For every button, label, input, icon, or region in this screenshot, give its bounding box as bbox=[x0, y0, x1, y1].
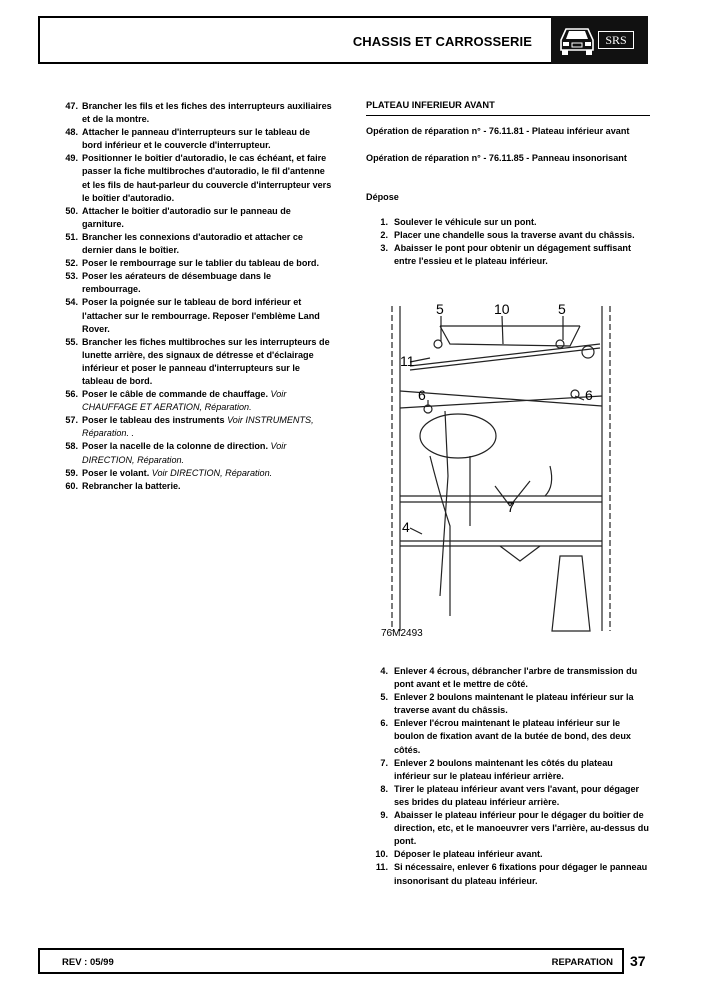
callout-7: 7 bbox=[507, 499, 515, 515]
list-item: 51. Brancher les connexions d'autoradio et attacher ce dernier dans le boîtier. bbox=[65, 231, 303, 256]
callout-5-right: 5 bbox=[558, 301, 566, 317]
header-logo bbox=[551, 16, 648, 64]
list-item: 10. Déposer le plateau inférieur avant. bbox=[375, 849, 543, 860]
callout-6-right: 6 bbox=[585, 387, 593, 403]
repair-operation-2: Opération de réparation n° - 76.11.85 - Panneau insonorisant bbox=[366, 153, 627, 163]
footer-right-rule bbox=[622, 948, 624, 974]
revision-label: REV : 05/99 bbox=[62, 957, 114, 968]
figure-code: 76M2493 bbox=[381, 628, 423, 639]
underbody-diagram bbox=[370, 296, 650, 641]
footer-section: REPARATION bbox=[551, 957, 613, 968]
right-steps-list-a bbox=[368, 216, 650, 268]
list-item: 53. Poser les aérateurs de désembuage dans le rembourrage. bbox=[65, 271, 272, 295]
list-item: 57. Poser le tableau des instruments Voir INSTRUMENTS, Réparation. . bbox=[65, 415, 314, 439]
list-item: 2. Placer une chandelle sous la traverse avant du châssis. bbox=[380, 230, 635, 241]
list-item: 11. Si nécessaire, enlever 6 fixations pour dégager le panneau insonorisant du plateau inférieur. bbox=[375, 862, 648, 886]
list-item: 3. Abaisser le pont pour obtenir un dégagement suffisant entre l'essieu et le plateau inférieur. bbox=[380, 243, 631, 267]
header-top-rule bbox=[38, 16, 552, 18]
cross-reference: Voir DIRECTION, Réparation. bbox=[82, 441, 287, 465]
header-left-rule bbox=[38, 16, 40, 64]
callout-6-left: 6 bbox=[418, 387, 426, 403]
cross-reference: Voir DIRECTION, Réparation. bbox=[151, 467, 273, 478]
list-item: 6. Enlever l'écrou maintenant le plateau inférieur sur le boulon de fixation avant de la butée de bond, des deux côtés. bbox=[380, 718, 631, 755]
list-item: 54. Poser la poignée sur le tableau de bord inférieur et l'attacher sur le rembourrage. Reposer l'emblème Land Rover. bbox=[65, 297, 320, 334]
callout-11: 11 bbox=[400, 353, 415, 369]
section-rule bbox=[366, 115, 650, 116]
list-item: 60. Rebrancher la batterie. bbox=[65, 480, 181, 491]
right-steps-list-b bbox=[368, 665, 650, 888]
page-title: CHASSIS ET CARROSSERIE bbox=[352, 34, 532, 49]
list-item: 1. Soulever le véhicule sur un pont. bbox=[380, 217, 537, 227]
removal-heading: Dépose bbox=[366, 192, 399, 202]
srs-badge: SRS bbox=[598, 31, 634, 49]
list-item: 9. Abaisser le plateau inférieur pour le dégager du boîtier de direction, etc, et le manoeuvrer vers l'arrière, au-dessus du pont. bbox=[380, 810, 649, 847]
callout-4: 4 bbox=[402, 519, 410, 535]
list-item: 49. Positionner le boîtier d'autoradio, le cas échéant, et faire passer la fiche multibroches d'autoradio, le fil d'antenne et les fils de haut-parleur du couvercle d'interrupteur vers le boîtier d'autoradio. bbox=[65, 153, 332, 203]
list-item: 58. Poser la nacelle de la colonne de direction. Voir DIRECTION, Réparation. bbox=[65, 441, 287, 465]
footer-left-rule bbox=[38, 948, 40, 974]
list-item: 56. Poser le câble de commande de chauffage. Voir CHAUFFAGE ET AERATION, Réparation. bbox=[65, 389, 287, 413]
list-item: 50. Attacher le boîtier d'autoradio sur le panneau de garniture. bbox=[65, 205, 291, 229]
cross-reference: Voir CHAUFFAGE ET AERATION, Réparation. bbox=[82, 389, 287, 413]
footer-bottom-rule bbox=[38, 972, 624, 974]
list-item: 52. Poser le rembourrage sur le tablier du tableau de bord. bbox=[65, 258, 320, 269]
section-title: PLATEAU INFERIEUR AVANT bbox=[366, 100, 495, 110]
list-item: 4. Enlever 4 écrous, débrancher l'arbre de transmission du pont avant et le mettre de côté. bbox=[380, 666, 638, 690]
page-number: 37 bbox=[630, 953, 646, 969]
header-bottom-rule bbox=[38, 62, 552, 64]
car-front-icon bbox=[555, 20, 599, 60]
left-steps-list bbox=[60, 100, 332, 493]
list-item: 5. Enlever 2 boulons maintenant le plateau inférieur sur la traverse avant du châssis. bbox=[380, 692, 634, 716]
cross-reference: Voir INSTRUMENTS, Réparation. . bbox=[82, 415, 314, 439]
list-item: 7. Enlever 2 boulons maintenant les côtés du plateau inférieur sur le plateau inférieur arrière. bbox=[380, 757, 613, 781]
list-item: 59. Poser le volant. Voir DIRECTION, Réparation. bbox=[65, 467, 273, 478]
callout-10: 10 bbox=[494, 301, 510, 317]
footer-top-rule bbox=[38, 948, 624, 950]
list-item: 8. Tirer le plateau inférieur avant vers l'avant, pour dégager ses brides du plateau inférieur arrière. bbox=[380, 783, 640, 807]
callout-5-left: 5 bbox=[436, 301, 444, 317]
list-item: 55. Brancher les fiches multibroches sur les interrupteurs de lunette arrière, des signaux de détresse et d'éclairage inférieur et poser le panneau d'interrupteurs sur le tableau de bord. bbox=[65, 336, 330, 386]
list-item: 48. Attacher le panneau d'interrupteurs sur le tableau de bord inférieur et le couvercle d'interrupteur. bbox=[65, 127, 311, 151]
repair-operation-1: Opération de réparation n° - 76.11.81 - Plateau inférieur avant bbox=[366, 126, 630, 136]
list-item: 47. Brancher les fils et les fiches des interrupteurs auxiliaires et de la montre. bbox=[65, 101, 332, 125]
